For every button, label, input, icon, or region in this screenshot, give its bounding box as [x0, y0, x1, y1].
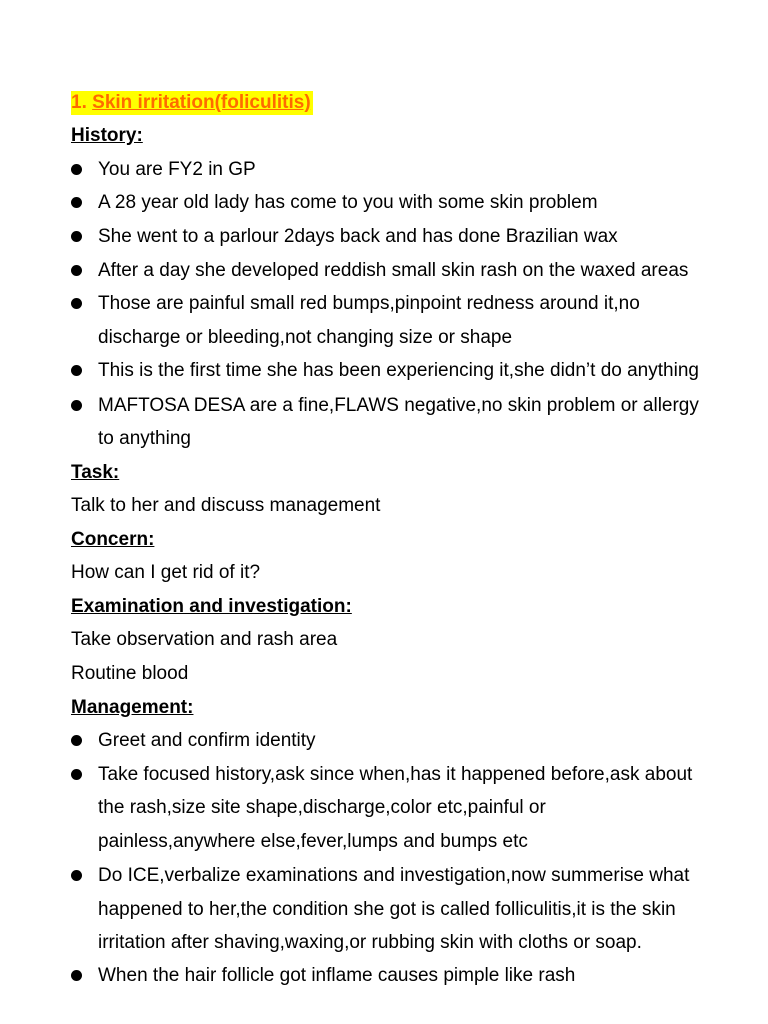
management-bullet-icon	[71, 769, 82, 780]
management-item: Do ICE,verbalize examinations and investigation,now summerise what	[98, 865, 690, 886]
history-item: She went to a parlour 2days back and has done Brazilian wax	[98, 226, 618, 247]
management-bullet-icon	[71, 735, 82, 746]
management-item: Take focused history,ask since when,has it happened before,ask about	[98, 764, 693, 785]
management-item-continued: happened to her,the condition she got is called folliculitis,it is the skin	[98, 899, 676, 920]
management-item: When the hair follicle got inflame causes pimple like rash	[98, 965, 576, 986]
exam-heading: Examination and investigation:	[71, 596, 352, 617]
history-item: A 28 year old lady has come to you with some skin problem	[98, 192, 598, 213]
exam-line: Take observation and rash area	[71, 629, 338, 650]
history-bullet-icon	[71, 400, 82, 411]
section-title-text: Skin irritation(foliculitis)	[92, 92, 311, 113]
history-bullet-icon	[71, 164, 82, 175]
section-title	[71, 91, 313, 115]
history-item: Those are painful small red bumps,pinpoint redness around it,no	[98, 293, 640, 314]
history-bullet-icon	[71, 231, 82, 242]
management-item-continued: painless,anywhere else,fever,lumps and bumps etc	[98, 831, 528, 852]
task-heading: Task:	[71, 462, 120, 483]
section-number: 1.	[71, 92, 87, 113]
history-bullet-icon	[71, 265, 82, 276]
history-item-continued: to anything	[98, 428, 191, 449]
concern-heading: Concern:	[71, 529, 155, 550]
management-item: Greet and confirm identity	[98, 730, 316, 751]
history-item: This is the first time she has been experiencing it,she didn’t do anything	[98, 360, 699, 381]
history-item-continued: discharge or bleeding,not changing size or shape	[98, 327, 513, 348]
management-bullet-icon	[71, 870, 82, 881]
history-item: MAFTOSA DESA are a fine,FLAWS negative,no skin problem or allergy	[98, 395, 699, 416]
history-heading: History:	[71, 125, 143, 146]
exam-line: Routine blood	[71, 663, 189, 684]
history-bullet-icon	[71, 298, 82, 309]
management-item-continued: irritation after shaving,waxing,or rubbing skin with cloths or soap.	[98, 932, 642, 953]
history-item: After a day she developed reddish small skin rash on the waxed areas	[98, 260, 689, 281]
history-bullet-icon	[71, 197, 82, 208]
history-bullet-icon	[71, 365, 82, 376]
management-bullet-icon	[71, 970, 82, 981]
history-item: You are FY2 in GP	[98, 159, 256, 180]
management-heading: Management:	[71, 697, 194, 718]
concern-text: How can I get rid of it?	[71, 562, 261, 583]
management-item-continued: the rash,size site shape,discharge,color etc,painful or	[98, 797, 546, 818]
task-text: Talk to her and discuss management	[71, 495, 381, 516]
